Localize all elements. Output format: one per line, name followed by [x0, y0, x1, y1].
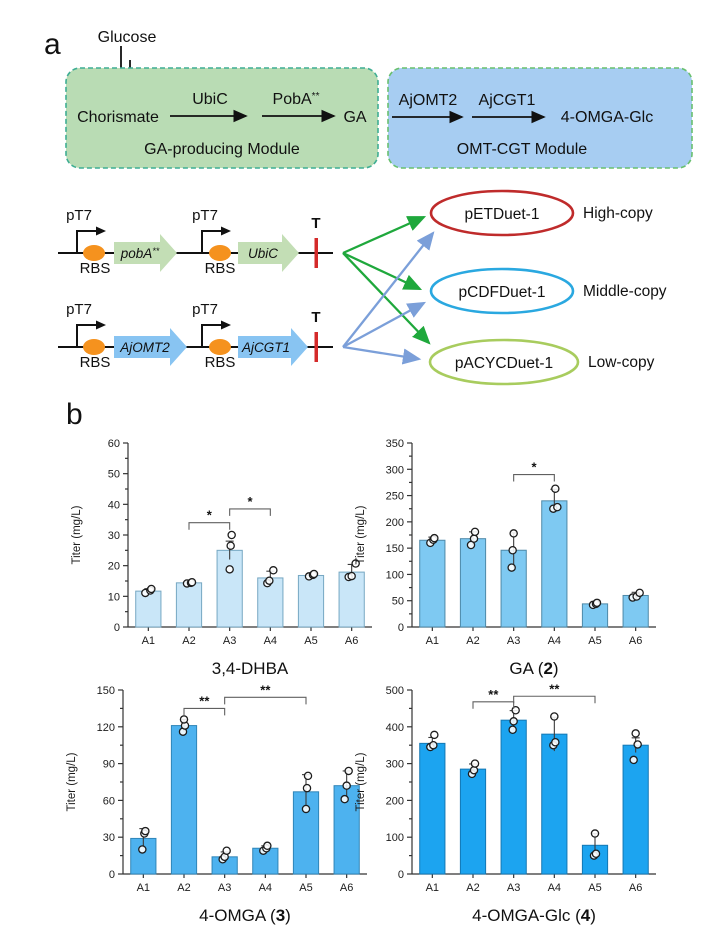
y-tick-label: 10 — [107, 591, 120, 604]
poba-enzyme-label: PobA** — [272, 91, 320, 108]
data-point — [228, 531, 235, 538]
data-point — [431, 535, 438, 542]
data-point — [551, 713, 558, 720]
y-axis-label: Titer (mg/L) — [66, 752, 78, 812]
promoter1-arrowhead-icon — [96, 227, 106, 236]
data-point — [304, 772, 311, 779]
x-tick-label: A1 — [141, 635, 156, 647]
bar-A3 — [501, 720, 526, 874]
plasmid-pet-label: pETDuet-1 — [464, 206, 540, 223]
data-point — [552, 485, 559, 492]
plasmid-pacyc-copy-label: Low-copy — [588, 354, 655, 371]
y-tick-label: 30 — [107, 530, 120, 542]
y-tick-label: 60 — [107, 438, 120, 450]
chart-title: GA (2) — [509, 659, 559, 678]
construct1-terminator-label: T — [311, 215, 321, 232]
x-tick-label: A3 — [506, 882, 521, 894]
data-point — [510, 718, 517, 725]
significance-bracket — [473, 702, 514, 709]
data-point — [430, 742, 437, 749]
ga-module-caption: GA-producing Module — [144, 141, 300, 158]
chart-4omga-glc — [350, 674, 680, 926]
x-tick-label: A3 — [217, 882, 232, 894]
y-tick-label: 50 — [107, 468, 120, 481]
data-point — [310, 570, 317, 577]
chart-ga — [350, 427, 680, 679]
y-tick-label: 250 — [385, 490, 404, 503]
y-tick-label: 500 — [385, 685, 404, 697]
y-tick-label: 100 — [385, 832, 404, 845]
bar-A5 — [298, 575, 323, 627]
data-point — [509, 547, 516, 554]
x-tick-label: A1 — [425, 635, 440, 647]
data-point — [591, 830, 598, 837]
y-tick-label: 350 — [385, 438, 404, 450]
construct1-rbs2-label: RBS — [204, 260, 236, 277]
data-point — [142, 827, 149, 834]
y-axis-label: Titer (mg/L) — [71, 505, 83, 565]
significance-label: ** — [199, 693, 210, 709]
x-tick-label: A3 — [222, 635, 237, 647]
y-tick-label: 100 — [385, 569, 404, 582]
significance-bracket — [225, 697, 306, 704]
chart-title: 4-OMGA (3) — [199, 906, 291, 925]
data-point — [552, 739, 559, 746]
y-tick-label: 400 — [385, 721, 404, 734]
chart-svg — [350, 674, 680, 926]
x-tick-label: A6 — [628, 635, 643, 647]
y-tick-label: 300 — [385, 464, 404, 477]
bar-A2 — [460, 769, 485, 874]
y-tick-label: 40 — [107, 499, 120, 512]
blue-arrow-to-pacyc — [343, 347, 419, 359]
rbs4-icon — [209, 339, 231, 355]
data-point — [303, 785, 310, 792]
bar-A2 — [176, 583, 201, 627]
bar-A2 — [171, 726, 196, 874]
significance-bracket — [230, 509, 271, 516]
omt-module-caption: OMT-CGT Module — [456, 141, 588, 158]
construct2-rbs2-label: RBS — [204, 354, 236, 371]
data-point — [227, 542, 234, 549]
rbs1-icon — [83, 245, 105, 261]
construct2-terminator-label: T — [311, 309, 321, 326]
plasmid-pacyc-label: pACYCDuet-1 — [454, 355, 554, 372]
x-tick-label: A2 — [182, 635, 196, 647]
y-tick-label: 200 — [385, 795, 404, 808]
significance-label: ** — [260, 682, 271, 698]
data-point — [188, 579, 195, 586]
x-tick-label: A6 — [344, 635, 359, 647]
significance-label: * — [206, 507, 212, 523]
bar-A3 — [217, 550, 242, 627]
x-tick-label: A2 — [466, 635, 480, 647]
bar-A2 — [460, 539, 485, 627]
y-axis-label: Titer (mg/L) — [355, 505, 367, 565]
construct2-rbs1-label: RBS — [79, 354, 111, 371]
data-point — [270, 567, 277, 574]
ga-product-label: GA — [343, 109, 367, 126]
construct1-promoter1-label: pT7 — [66, 207, 92, 224]
significance-bracket — [514, 696, 595, 703]
ajomt2-gene-label: AjOMT2 — [120, 340, 170, 355]
data-point — [226, 566, 233, 573]
bar-A1 — [136, 591, 161, 627]
data-point — [180, 716, 187, 723]
data-point — [471, 528, 478, 535]
construct2-promoter2-label: pT7 — [192, 301, 218, 318]
y-tick-label: 60 — [102, 795, 115, 808]
data-point — [634, 741, 641, 748]
data-point — [636, 589, 643, 596]
bar-A1 — [420, 743, 445, 874]
green-arrow-to-pcdf — [343, 253, 420, 289]
bar-A1 — [420, 540, 445, 627]
y-tick-label: 0 — [397, 622, 404, 634]
data-point — [266, 577, 273, 584]
promoter2-arrowhead-icon — [221, 227, 231, 236]
significance-bracket — [184, 708, 225, 715]
data-point — [223, 847, 230, 854]
y-tick-label: 300 — [385, 758, 404, 771]
x-tick-label: A2 — [177, 882, 191, 894]
y-tick-label: 150 — [96, 685, 115, 697]
chart-svg — [61, 674, 391, 926]
rbs3-icon — [83, 339, 105, 355]
ubic-enzyme-label: UbiC — [192, 91, 228, 108]
terminator1-icon — [315, 238, 319, 268]
significance-label: * — [531, 459, 537, 475]
x-tick-label: A4 — [547, 882, 562, 894]
y-tick-label: 120 — [96, 721, 115, 734]
rbs2-icon — [209, 245, 231, 261]
panel-a-diagram — [0, 0, 724, 400]
y-tick-label: 20 — [107, 560, 120, 573]
data-point — [139, 846, 146, 853]
poba-gene-label: pobA** — [120, 246, 160, 261]
y-tick-label: 150 — [385, 543, 404, 556]
plasmid-pet-copy-label: High-copy — [583, 205, 653, 222]
data-point — [148, 585, 155, 592]
x-tick-label: A3 — [506, 635, 521, 647]
x-tick-label: A4 — [547, 635, 562, 647]
omga-glc-product-label: 4-OMGA-Glc — [560, 109, 654, 126]
x-tick-label: A2 — [466, 882, 480, 894]
ajcgt1-enzyme-label: AjCGT1 — [478, 92, 536, 109]
y-tick-label: 0 — [108, 869, 115, 881]
glucose-label: Glucose — [97, 29, 157, 46]
bar-A4 — [542, 501, 567, 627]
promoter3-arrowhead-icon — [96, 321, 106, 330]
data-point — [509, 726, 516, 733]
ajcgt1-gene-label: AjCGT1 — [241, 340, 291, 355]
data-point — [593, 599, 600, 606]
data-point — [508, 564, 515, 571]
data-point — [630, 756, 637, 763]
green-arrow-to-pet — [343, 217, 424, 253]
ubic-gene-label: UbiC — [247, 246, 279, 261]
construct1-rbs1-label: RBS — [79, 260, 111, 277]
y-tick-label: 0 — [397, 869, 404, 881]
significance-label: * — [247, 493, 253, 509]
chart-svg — [66, 427, 396, 679]
data-point — [510, 530, 517, 537]
bar-A6 — [623, 745, 648, 874]
x-tick-label: A5 — [588, 882, 602, 894]
chart-34dhba — [66, 427, 396, 679]
significance-bracket — [514, 475, 555, 482]
chart-title: 4-OMGA-Glc (4) — [472, 906, 596, 925]
data-point — [471, 760, 478, 767]
plasmid-pcdf-copy-label: Middle-copy — [583, 283, 667, 300]
significance-label: ** — [549, 681, 560, 697]
x-tick-label: A5 — [304, 635, 318, 647]
chart-title: 3,4-DHBA — [211, 659, 289, 678]
promoter4-arrowhead-icon — [221, 321, 231, 330]
y-tick-label: 50 — [391, 595, 404, 608]
x-tick-label: A4 — [258, 882, 273, 894]
chart-svg — [350, 427, 680, 679]
data-point — [632, 730, 639, 737]
x-tick-label: A1 — [425, 882, 440, 894]
terminator2-icon — [315, 332, 319, 362]
data-point — [264, 842, 271, 849]
data-point — [431, 731, 438, 738]
y-axis-label: Titer (mg/L) — [355, 752, 367, 812]
x-tick-label: A1 — [136, 882, 151, 894]
significance-label: ** — [488, 686, 499, 702]
x-tick-label: A6 — [339, 882, 354, 894]
panel-b-label: b — [66, 398, 83, 431]
y-tick-label: 0 — [113, 622, 120, 634]
y-tick-label: 90 — [102, 758, 115, 771]
chart-4omga — [61, 674, 391, 926]
bar-A4 — [542, 734, 567, 874]
panel-a-label: a — [44, 28, 61, 61]
significance-bracket — [189, 523, 230, 530]
data-point — [592, 850, 599, 857]
y-tick-label: 200 — [385, 516, 404, 529]
construct2-promoter1-label: pT7 — [66, 301, 92, 318]
x-tick-label: A4 — [263, 635, 278, 647]
y-tick-label: 30 — [102, 832, 115, 845]
data-point — [341, 796, 348, 803]
data-point — [302, 805, 309, 812]
construct1-promoter2-label: pT7 — [192, 207, 218, 224]
plasmid-pcdf-label: pCDFDuet-1 — [458, 284, 546, 301]
x-tick-label: A6 — [628, 882, 643, 894]
ajomt2-enzyme-label: AjOMT2 — [398, 92, 458, 109]
chorismate-label: Chorismate — [77, 109, 159, 126]
x-tick-label: A5 — [299, 882, 313, 894]
x-tick-label: A5 — [588, 635, 602, 647]
data-point — [470, 535, 477, 542]
data-point — [554, 504, 561, 511]
